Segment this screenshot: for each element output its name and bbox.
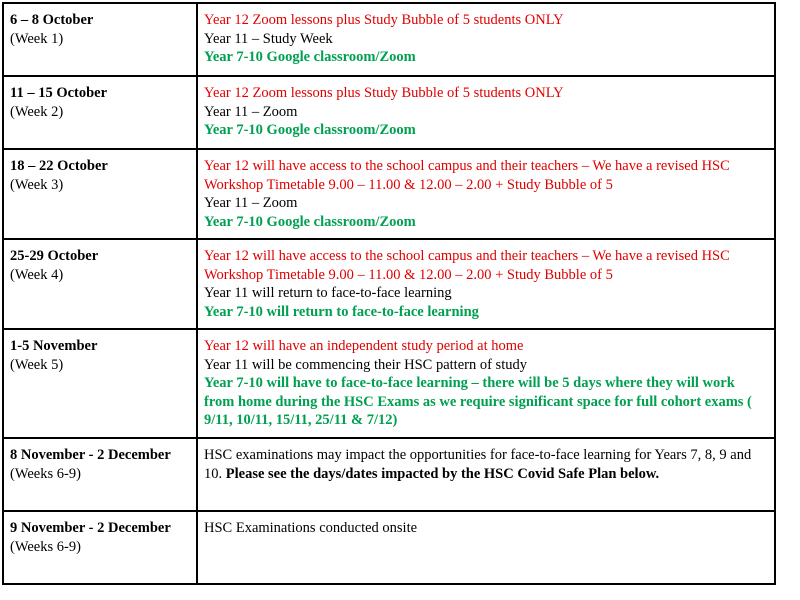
year7-10-plan: Year 7-10 Google classroom/Zoom: [204, 122, 416, 138]
table-row: [3, 438, 775, 511]
year11-plan: Year 11 will return to face-to-face learning: [204, 285, 452, 301]
year7-10-plan: Year 7-10 Google classroom/Zoom: [204, 213, 416, 230]
table-row: [3, 511, 775, 584]
year7-10-plan: Year 7-10 will return to face-to-face learning: [204, 303, 479, 320]
plan-cell: [197, 511, 775, 584]
year11-plan: Year 11 – Study Week: [204, 30, 333, 47]
date-cell: [3, 76, 197, 149]
year12-plan: Year 12 will have access to the school campus and their teachers – We have a revised HSC Workshop Timetable 9.00 – 11.00 & 12.00 – 2.00 + Study Bubble of 5: [204, 158, 730, 193]
plan-cell: [197, 3, 775, 76]
date-cell: [3, 438, 197, 511]
week-label: (Weeks 6-9): [10, 465, 81, 482]
date-cell: [3, 149, 197, 239]
week-label: (Weeks 6-9): [10, 538, 81, 555]
year12-plan: Year 12 Zoom lessons plus Study Bubble of 5 students ONLY: [204, 85, 564, 101]
table-row: [3, 3, 775, 76]
year7-10-plan: Year 7-10 Google classroom/Zoom: [204, 49, 416, 65]
year7-10-plan: Year 7-10 will have to face-to-face learning – there will be 5 days where they will work from home during the HSC Exams as we require significant space for full cohort exams ( 9/11, 10/11, 15/11, 25/11 & 7/12): [204, 375, 752, 428]
date-range: 11 – 15 October: [10, 85, 108, 101]
week-label: (Week 2): [10, 103, 64, 120]
hsc-covid-plan-note: Please see the days/dates impacted by the HSC Covid Safe Plan below.: [225, 465, 660, 482]
plan-cell: [197, 329, 775, 438]
table-row: [3, 329, 775, 438]
table-row: [3, 239, 775, 329]
date-cell: [3, 511, 197, 584]
hsc-exam-note: HSC Examinations conducted onsite: [204, 520, 418, 536]
date-range: 9 November - 2 December: [10, 520, 171, 536]
date-cell: [3, 3, 197, 76]
date-range: 25-29 October: [10, 248, 99, 264]
week-label: (Week 5): [10, 356, 64, 373]
date-cell: [3, 239, 197, 329]
plan-cell: [197, 76, 775, 149]
week-label: (Week 3): [10, 176, 64, 193]
date-range: 1-5 November: [10, 338, 98, 354]
schedule-table: [2, 2, 776, 585]
plan-cell: [197, 239, 775, 329]
year11-plan: Year 11 – Zoom: [204, 103, 298, 120]
plan-cell: [197, 149, 775, 239]
date-range: 8 November - 2 December: [10, 447, 171, 463]
plan-cell: [197, 438, 775, 511]
hsc-impact-note: HSC examinations may impact the opportunities for face-to-face learning for Years 7, 8, 9 and 10.: [204, 447, 752, 482]
week-label: (Week 1): [10, 30, 64, 47]
year12-plan: Year 12 will have an independent study period at home: [204, 338, 524, 354]
date-range: 6 – 8 October: [10, 12, 94, 28]
year12-plan: Year 12 will have access to the school campus and their teachers – We have a revised HSC Workshop Timetable 9.00 – 11.00 & 12.00 – 2.00 + Study Bubble of 5: [204, 248, 730, 283]
table-row: [3, 149, 775, 239]
year12-plan: Year 12 Zoom lessons plus Study Bubble of 5 students ONLY: [204, 12, 564, 28]
date-range: 18 – 22 October: [10, 158, 108, 174]
year11-plan: Year 11 will be commencing their HSC pattern of study: [204, 356, 527, 373]
week-label: (Week 4): [10, 266, 64, 283]
table-row: [3, 76, 775, 149]
year11-plan: Year 11 – Zoom: [204, 195, 298, 211]
date-cell: [3, 329, 197, 438]
